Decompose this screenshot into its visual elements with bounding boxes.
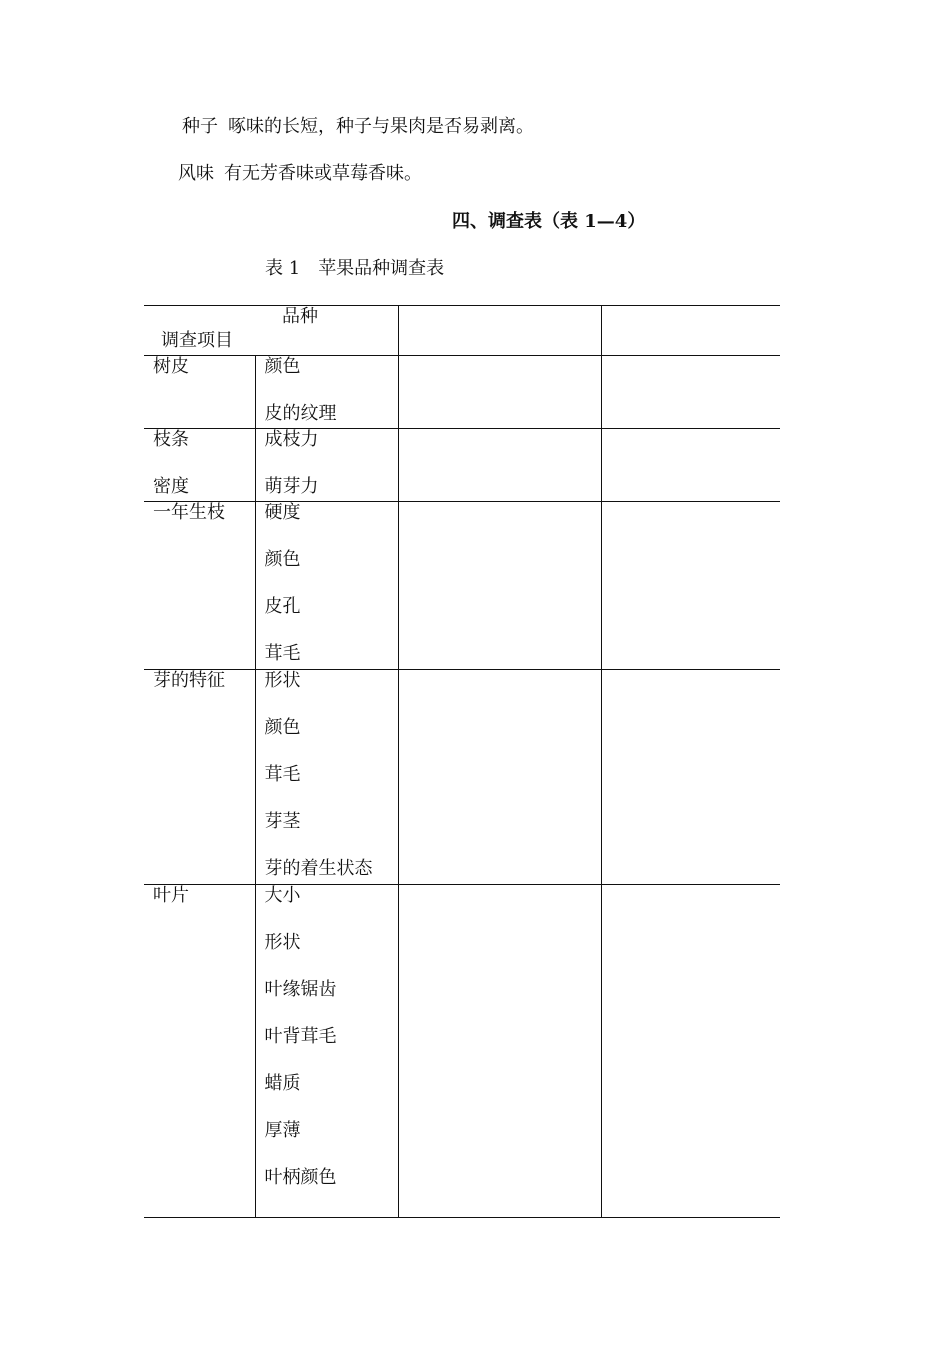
table-caption	[265, 258, 444, 280]
header-row	[144, 306, 780, 356]
seed-paragraph	[182, 116, 534, 138]
data-cell	[601, 670, 780, 885]
header-diagonal-cell	[144, 306, 398, 356]
table-row	[144, 502, 780, 670]
group-name: 叶片	[144, 885, 255, 1218]
table-row	[144, 885, 780, 1218]
group-name: 树皮	[144, 356, 255, 429]
group-name: 芽的特征	[144, 670, 255, 885]
flavor-paragraph	[178, 163, 422, 185]
data-cell	[601, 356, 780, 429]
data-cell	[601, 885, 780, 1218]
seed-text: 啄味的长短，种子与果肉是否易剥离。	[228, 116, 534, 137]
data-cell	[398, 429, 601, 502]
data-cell	[398, 356, 601, 429]
table-row	[144, 429, 780, 502]
group-attrs: 大小 形状 叶缘锯齿 叶背茸毛 蜡质 厚薄 叶柄颜色	[255, 885, 398, 1218]
table-row	[144, 356, 780, 429]
variety-column-1	[398, 306, 601, 356]
table-number: 表 1	[265, 258, 301, 279]
group-attrs: 形状 颜色 茸毛 芽茎 芽的着生状态	[255, 670, 398, 885]
apple-variety-survey-table	[144, 305, 780, 1218]
data-cell	[398, 502, 601, 670]
header-variety: 品种	[282, 306, 318, 327]
group-attrs: 成枝力 萌芽力	[255, 429, 398, 502]
header-item: 调查项目	[161, 330, 233, 351]
table-title: 苹果品种调查表	[318, 258, 445, 279]
group-attrs: 硬度 颜色 皮孔 茸毛	[255, 502, 398, 670]
data-cell	[398, 670, 601, 885]
data-cell	[601, 429, 780, 502]
flavor-text: 有无芳香味或草莓香味。	[224, 163, 422, 184]
group-name: 枝条 密度	[144, 429, 255, 502]
section-heading: 四、调查表（表 1—4）	[452, 211, 646, 232]
seed-label: 种子	[182, 116, 218, 137]
variety-column-2	[601, 306, 780, 356]
group-attrs: 颜色 皮的纹理	[255, 356, 398, 429]
data-cell	[601, 502, 780, 670]
flavor-label: 风味	[178, 163, 214, 184]
table-row	[144, 670, 780, 885]
group-name: 一年生枝	[144, 502, 255, 670]
data-cell	[398, 885, 601, 1218]
